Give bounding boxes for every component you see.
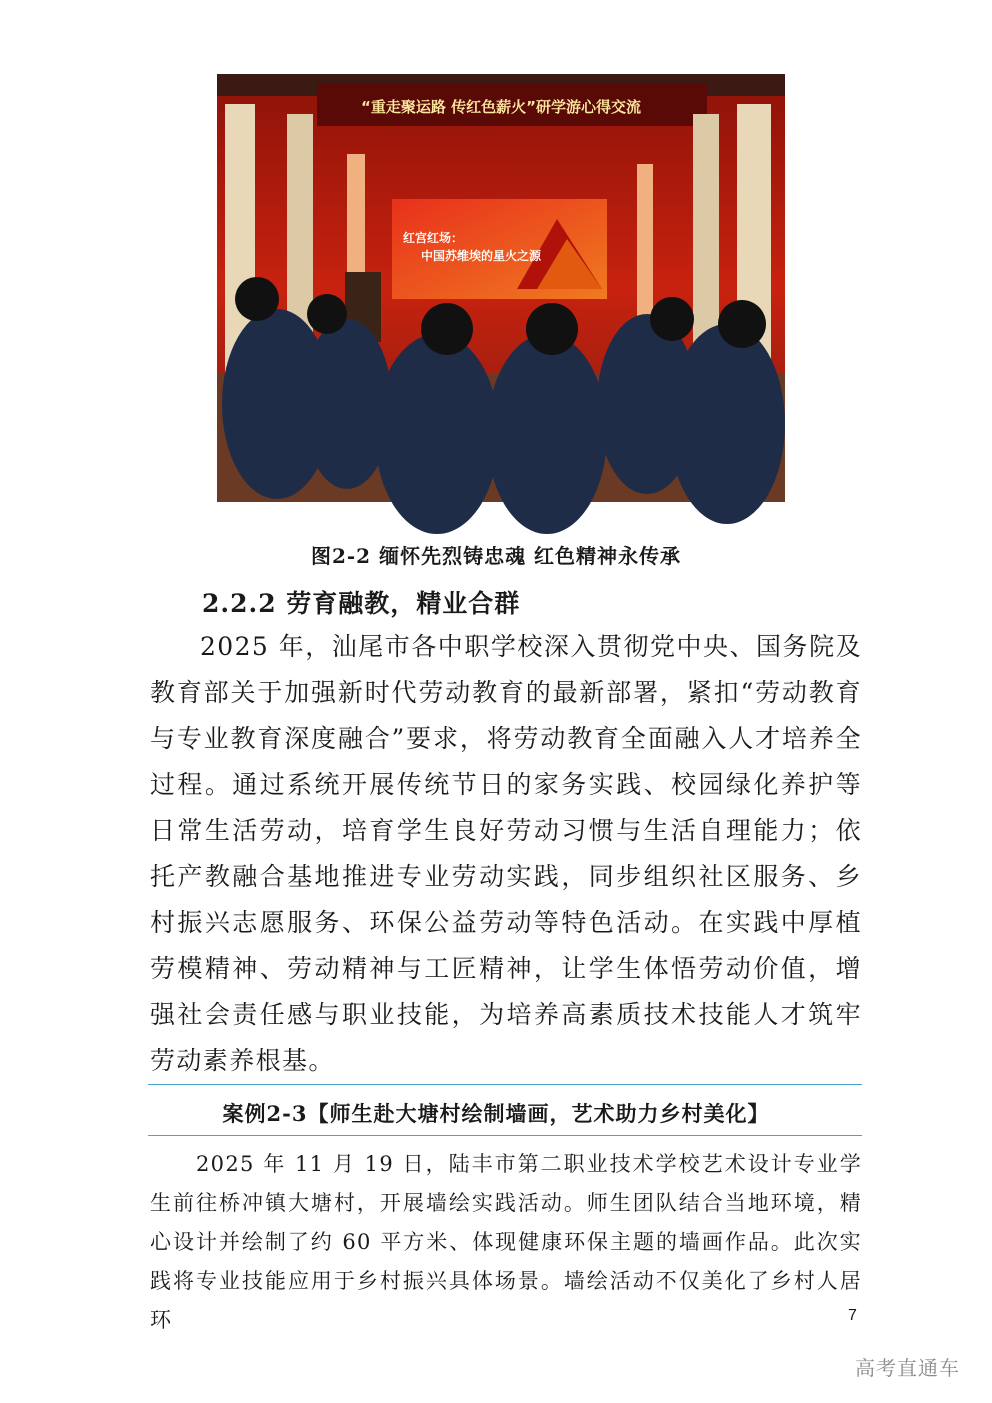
- banner-text: “重走聚运路 传红色薪火”研学游心得交流: [361, 98, 641, 116]
- screen-title-line2: 中国苏维埃的星火之源: [421, 249, 542, 263]
- event-photo: [217, 74, 785, 502]
- page-number: 7: [848, 1307, 857, 1324]
- screen-title-line1: 红宫红场：: [403, 231, 464, 245]
- watermark: 高考直通车: [855, 1356, 960, 1380]
- section-heading: 2.2.2 劳育融教，精业合群: [202, 589, 521, 618]
- case-box-top-rule: [148, 1084, 862, 1085]
- section-paragraph: 2025 年，汕尾市各中职学校深入贯彻党中央、国务院及教育部关于加强新时代劳动教育的最新部署，紧扣“劳动教育与专业教育深度融合”要求，将劳动教育全面融入人才培养全过程。通过系统开展传统节日的家务实践、校园绿化养护等日常生活劳动，培育学生良好劳动习惯与生活自理能力；依托产教融合基地推进专业劳动实践，同步组织社区服务、乡村振兴志愿服务、环保公益劳动等特色活动。在实践中厚植劳模精神、劳动精神与工匠精神，让学生体悟劳动价值，增强社会责任感与职业技能，为培养高素质技术技能人才筑牢劳动素养根基。: [150, 632, 862, 1075]
- case-paragraph: 2025 年 11 月 19 日，陆丰市第二职业技术学校艺术设计专业学生前往桥冲镇大塘村，开展墙绘实践活动。师生团队结合当地环境，精心设计并绘制了约 60 平方米、体现健康环保主题的墙画作品。此次实践将专业技能应用于乡村振兴具体场景。墙绘活动不仅美化了乡村人居环: [150, 1152, 862, 1332]
- figure-caption: 图2-2 缅怀先烈铸忠魂 红色精神永传承: [310, 544, 682, 568]
- case-title: 案例2-3【师生赴大塘村绘制墙画，艺术助力乡村美化】: [222, 1101, 770, 1126]
- case-box-bottom-rule: [148, 1135, 862, 1136]
